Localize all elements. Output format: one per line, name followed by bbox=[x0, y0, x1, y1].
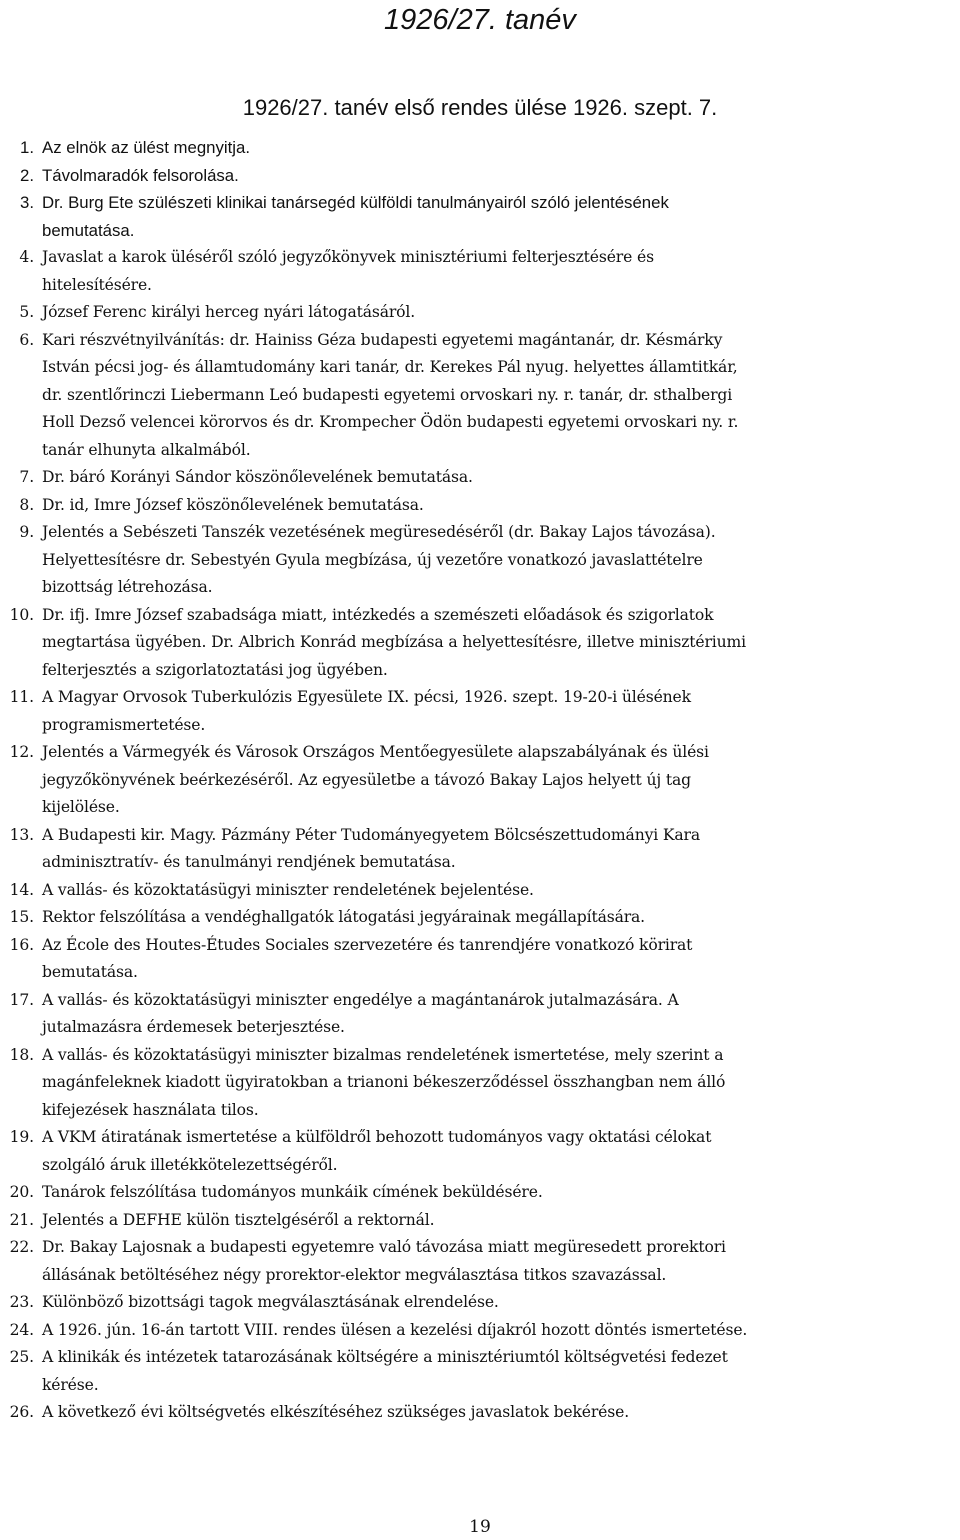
agenda-item-line: felterjesztés a szigorlatoztatási jog ügyében. bbox=[42, 660, 388, 679]
agenda-item-line: A következő évi költségvetés elkészítéséhez szükséges javaslatok bekérése. bbox=[42, 1403, 629, 1421]
agenda-item bbox=[0, 244, 960, 299]
agenda-item-line: A vallás- és közoktatásügyi miniszter bizalmas rendeletének ismertetése, mely szerint a bbox=[42, 1045, 724, 1064]
agenda-item-number: 6. bbox=[19, 330, 34, 349]
agenda-item-number: 23. bbox=[9, 1293, 34, 1311]
agenda-item-text bbox=[42, 1317, 960, 1345]
agenda-item-number: 19. bbox=[9, 1128, 34, 1146]
agenda-item-number: 22. bbox=[9, 1238, 34, 1256]
agenda-item-line: Jelentés a DEFHE külön tisztelgéséről a rektornál. bbox=[42, 1210, 435, 1229]
agenda-item-line: dr. szentlőrinczi Liebermann Leó budapesti egyetemi orvoskari ny. r. tanár, dr. sthalbergi bbox=[42, 385, 733, 404]
agenda-item-number: 16. bbox=[9, 935, 34, 954]
agenda-item-line: Rektor felszólítása a vendéghallgatók látogatási jegyárainak megállapítására. bbox=[42, 908, 645, 926]
agenda-item-line: Az École des Houtes-Études Sociales szervezetére és tanrendjére vonatkozó körirat bbox=[42, 935, 693, 954]
agenda-item-line: A vallás- és közoktatásügyi miniszter engedélye a magántanárok jutalmazására. A bbox=[42, 990, 679, 1009]
agenda-item-line: kifejezések használata tilos. bbox=[42, 1100, 259, 1119]
agenda-item bbox=[0, 1042, 960, 1125]
agenda-item bbox=[0, 1234, 960, 1289]
agenda-item-line: A 1926. jún. 16-án tartott VIII. rendes ülésen a kezelési díjakról hozott döntés ismertetése. bbox=[42, 1320, 748, 1339]
agenda-item-text bbox=[42, 987, 960, 1042]
agenda-item-number: 3. bbox=[20, 193, 34, 212]
agenda-item-text bbox=[42, 519, 960, 602]
agenda-list bbox=[0, 134, 960, 1427]
agenda-item-number: 2. bbox=[20, 165, 34, 185]
agenda-item-number: 4. bbox=[19, 248, 34, 266]
agenda-item bbox=[0, 822, 960, 877]
agenda-item-line: A vallás- és közoktatásügyi miniszter rendeletének bejelentése. bbox=[42, 880, 534, 899]
session-heading: 1926/27. tanév első rendes ülése 1926. szept. 7. bbox=[242, 95, 718, 120]
page-title: 1926/27. tanév bbox=[384, 4, 576, 36]
agenda-item-number: 5. bbox=[19, 303, 34, 321]
agenda-item bbox=[0, 877, 960, 905]
agenda-item-line: József Ferenc királyi herceg nyári látogatásáról. bbox=[42, 303, 416, 321]
agenda-item-number: 18. bbox=[9, 1045, 34, 1064]
agenda-item-line: Tanárok felszólítása tudományos munkáik címének beküldésére. bbox=[42, 1183, 543, 1201]
agenda-item bbox=[0, 1179, 960, 1207]
agenda-item-text bbox=[42, 1234, 960, 1289]
agenda-item-number: 10. bbox=[9, 605, 34, 624]
agenda-item-line: Jelentés a Sebészeti Tanszék vezetésének megüresedéséről (dr. Bakay Lajos távozása). bbox=[42, 523, 716, 541]
agenda-item-text bbox=[42, 932, 960, 987]
agenda-item-number: 1. bbox=[20, 138, 34, 157]
agenda-item bbox=[0, 519, 960, 602]
agenda-item-line: Dr. Bakay Lajosnak a budapesti egyetemre való távozása miatt megüresedett prorektori bbox=[42, 1238, 726, 1256]
agenda-item-line: István pécsi jog- és államtudomány kari tanár, dr. Kerekes Pál nyug. helyettes államtitkár, bbox=[42, 358, 738, 376]
agenda-item-line: Kari részvétnyilvánítás: dr. Hainiss Géza budapesti egyetemi magántanár, dr. Késmárky bbox=[42, 330, 723, 349]
agenda-item bbox=[0, 1289, 960, 1317]
agenda-item-text bbox=[42, 602, 960, 685]
agenda-item-number: 20. bbox=[9, 1183, 34, 1201]
agenda-item-text bbox=[42, 299, 960, 327]
agenda-item-line: A VKM átiratának ismertetése a külföldről behozott tudományos vagy oktatási célokat bbox=[42, 1128, 712, 1146]
agenda-item-line: Különböző bizottsági tagok megválasztásának elrendelése. bbox=[42, 1293, 499, 1311]
agenda-item-line: tanár elhunyta alkalmából. bbox=[42, 440, 251, 459]
agenda-item-number: 17. bbox=[9, 990, 34, 1009]
agenda-item bbox=[0, 162, 960, 190]
agenda-item bbox=[0, 602, 960, 685]
agenda-item bbox=[0, 1317, 960, 1345]
agenda-item-text bbox=[42, 822, 960, 877]
agenda-item-text bbox=[42, 1399, 960, 1427]
agenda-item-line: Az elnök az ülést megnyitja. bbox=[42, 138, 251, 157]
agenda-item bbox=[0, 987, 960, 1042]
agenda-item-line: Dr. id, Imre József köszönőlevelének bemutatása. bbox=[42, 495, 424, 514]
agenda-item-number: 25. bbox=[9, 1348, 34, 1366]
agenda-item-text bbox=[42, 492, 960, 520]
agenda-item-line: kijelölése. bbox=[42, 798, 120, 816]
agenda-item-line: A Budapesti kir. Magy. Pázmány Péter Tudományegyetem Bölcsészettudományi Kara bbox=[42, 825, 700, 844]
agenda-item bbox=[0, 327, 960, 465]
agenda-item-text bbox=[42, 684, 960, 739]
agenda-item-number: 21. bbox=[9, 1210, 34, 1229]
agenda-item-line: adminisztratív- és tanulmányi rendjének bemutatása. bbox=[42, 853, 456, 871]
agenda-item bbox=[0, 1344, 960, 1399]
agenda-item bbox=[0, 134, 960, 162]
agenda-item-line: szolgáló áruk illetékkötelezettségéről. bbox=[42, 1155, 338, 1174]
agenda-item-number: 9. bbox=[19, 523, 34, 541]
agenda-item bbox=[0, 932, 960, 987]
agenda-item-line: Helyettesítésre dr. Sebestyén Gyula megbízása, új vezetőre vonatkozó javaslattételre bbox=[42, 550, 703, 569]
agenda-item-line: programismertetése. bbox=[42, 715, 206, 734]
agenda-item-line: Távolmaradók felsorolása. bbox=[42, 165, 239, 185]
agenda-item-number: 14. bbox=[9, 880, 34, 899]
agenda-item-line: A klinikák és intézetek tatarozásának költségére a minisztériumtól költségvetési fedezet bbox=[42, 1348, 728, 1366]
agenda-item-number: 24. bbox=[9, 1320, 34, 1339]
agenda-item-text bbox=[42, 904, 960, 932]
agenda-item bbox=[0, 189, 960, 244]
agenda-item-line: bemutatása. bbox=[42, 963, 138, 981]
page-number: 19 bbox=[469, 1517, 491, 1537]
agenda-item-line: kérése. bbox=[42, 1375, 99, 1394]
agenda-item bbox=[0, 1399, 960, 1427]
agenda-item-text bbox=[42, 464, 960, 492]
agenda-item-text bbox=[42, 1124, 960, 1179]
agenda-item-line: Dr. báró Korányi Sándor köszönőlevelének bemutatása. bbox=[42, 468, 473, 486]
agenda-item-text bbox=[42, 1289, 960, 1317]
agenda-item-text bbox=[42, 1207, 960, 1235]
agenda-item-number: 26. bbox=[9, 1403, 34, 1421]
agenda-item-line: megtartása ügyében. Dr. Albrich Konrád megbízása a helyettesítésre, illetve minisztériumi bbox=[42, 633, 746, 651]
agenda-item bbox=[0, 684, 960, 739]
agenda-item-line: bemutatása. bbox=[42, 220, 135, 240]
agenda-item bbox=[0, 299, 960, 327]
agenda-item-line: hitelesítésére. bbox=[42, 275, 152, 294]
agenda-item-text bbox=[42, 739, 960, 822]
agenda-item bbox=[0, 492, 960, 520]
agenda-item-text bbox=[42, 1179, 960, 1207]
agenda-item-text bbox=[42, 162, 960, 190]
agenda-item-text bbox=[42, 877, 960, 905]
agenda-item-number: 12. bbox=[9, 743, 34, 761]
agenda-item-line: Dr. Burg Ete szülészeti klinikai tanársegéd külföldi tanulmányairól szóló jelentésének bbox=[42, 193, 669, 212]
agenda-item-line: bizottság létrehozása. bbox=[42, 578, 213, 596]
agenda-item-line: A Magyar Orvosok Tuberkulózis Egyesülete IX. pécsi, 1926. szept. 19-20-i ülésének bbox=[42, 688, 691, 706]
agenda-item-text bbox=[42, 1344, 960, 1399]
agenda-item-text bbox=[42, 1042, 960, 1125]
agenda-item-line: jegyzőkönyvének beérkezéséről. Az egyesületbe a távozó Bakay Lajos helyett új tag bbox=[42, 770, 691, 789]
agenda-item-text bbox=[42, 189, 960, 244]
agenda-item-line: állásának betöltéséhez négy prorektor-elektor megválasztása titkos szavazással. bbox=[42, 1265, 667, 1284]
agenda-item-text bbox=[42, 134, 960, 162]
agenda-item-number: 11. bbox=[9, 688, 34, 706]
agenda-item-text bbox=[42, 244, 960, 299]
agenda-item-number: 7. bbox=[19, 468, 34, 486]
agenda-item-line: Dr. ifj. Imre József szabadsága miatt, intézkedés a szemészeti előadások és szigorlatok bbox=[42, 605, 714, 624]
agenda-item-text bbox=[42, 327, 960, 465]
agenda-item-line: jutalmazásra érdemesek beterjesztése. bbox=[42, 1018, 345, 1036]
agenda-item bbox=[0, 1207, 960, 1235]
agenda-item-line: magánfeleknek kiadott ügyiratokban a trianoni békeszerződéssel összhangban nem álló bbox=[42, 1073, 726, 1091]
agenda-item bbox=[0, 739, 960, 822]
agenda-item-line: Holl Dezső velencei körorvos és dr. Krompecher Ödön budapesti egyetemi orvoskari ny. r. bbox=[42, 413, 739, 431]
agenda-item bbox=[0, 464, 960, 492]
agenda-item-number: 15. bbox=[9, 908, 34, 926]
agenda-item-line: Javaslat a karok üléséről szóló jegyzőkönyvek minisztériumi felterjesztésére és bbox=[42, 248, 654, 266]
agenda-item-number: 8. bbox=[19, 495, 34, 514]
agenda-item bbox=[0, 1124, 960, 1179]
agenda-item-line: Jelentés a Vármegyék és Városok Országos Mentőegyesülete alapszabályának és ülési bbox=[42, 743, 709, 761]
agenda-item bbox=[0, 904, 960, 932]
agenda-item-number: 13. bbox=[9, 825, 34, 844]
